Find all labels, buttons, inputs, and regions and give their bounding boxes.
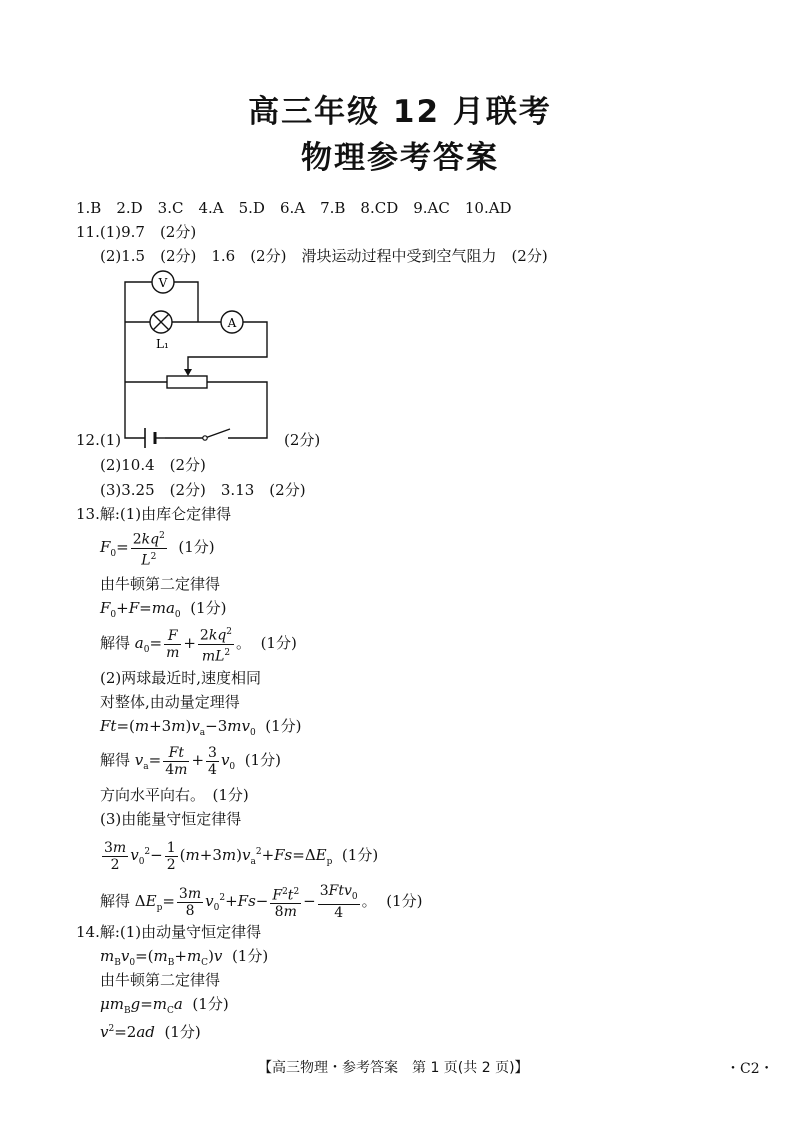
q13-eq-va: 解得 $v_a=$ $\frac{Ft}{4m}$ + $\frac{3}{4}$ $v_0$ (1分) <box>100 744 281 778</box>
page-title: 高三年级 12 月联考 <box>248 94 552 130</box>
q13-text-newton: 由牛顿第二定律得 <box>100 575 221 593</box>
q12-part3: (3)3.25 (2分) 3.13 (2分) <box>100 481 306 499</box>
q13-eq-a0: 解得 $a_0=$ $\frac{F}{m}$ + $\frac{2kq^2}{mL^2}$ 。 (1分) <box>100 624 297 668</box>
q11-part2: (2)1.5 (2分) 1.6 (2分) 滑块运动过程中受到空气阻力 (2分) <box>100 247 548 265</box>
page-subtitle: 物理参考答案 <box>301 140 499 176</box>
q13-l1-score: (1分) <box>178 538 215 557</box>
q12-part2: (2)10.4 (2分) <box>100 456 206 474</box>
q13-eq-delta-ep: 解得 $\Delta E_p=$ $\frac{3m}{8}$ $v_0^2+Fs-$ $\frac{F^2t^2}{8m}$ − $\frac{3Ftv_0}{4}$ 。 (1分) <box>100 882 423 922</box>
q13-solve-label-2: 解得 <box>100 751 131 769</box>
q14-head: 14.解:(1)由动量守恒定律得 <box>76 923 262 941</box>
q13-eq-momentum: $Ft=(m+3m)v_a-3mv_0$ (1分) <box>100 717 302 738</box>
lamp-label: L₁ <box>156 337 169 351</box>
q12-part1-label: 12.(1) <box>76 431 122 449</box>
q13-eq-newton: $F_0+F=ma_0$ (1分) <box>100 599 227 620</box>
q13-solve-label: 解得 <box>100 634 131 653</box>
q13-l11-score: (1分) <box>341 846 379 864</box>
q12-part1-score: (2分) <box>284 431 321 449</box>
q13-part2-head: (2)两球最近时,速度相同 <box>100 669 262 687</box>
q14-newton-text: 由牛顿第二定律得 <box>100 971 221 989</box>
page-code: ・C2・ <box>726 1061 774 1077</box>
q13-solve-label-3: 解得 <box>100 892 131 910</box>
q13-l12-score: (1分) <box>386 892 423 910</box>
q11-part1: 11.(1)9.7 (2分) <box>76 223 197 241</box>
q13-l4-score: (1分) <box>260 634 297 653</box>
q13-momentum-text: 对整体,由动量定理得 <box>100 693 240 711</box>
q14-l1-score: (1分) <box>231 947 269 965</box>
switch-icon <box>203 436 207 440</box>
q13-eq-energy: $\frac{3m}{2}$ $v_0^2-$ $\frac{1}{2}$ $(m+3m)v_a^2+Fs=\Delta E_p$ (1分) <box>104 839 379 873</box>
q14-l4-score: (1分) <box>164 1023 201 1041</box>
q13-l7-score: (1分) <box>265 717 302 735</box>
mc-answers: 1.B 2.D 3.C 4.A 5.D 6.A 7.B 8.CD 9.AC 10.AD <box>76 199 512 217</box>
ammeter-label: A <box>227 316 237 330</box>
page-footer: 【高三物理・参考答案 第 1 页(共 2 页)】 <box>258 1060 529 1076</box>
q13-l3-score: (1分) <box>190 599 227 617</box>
circuit-diagram <box>110 262 280 452</box>
q13-l8-score: (1分) <box>244 751 281 769</box>
q13-direction: 方向水平向右。 (1分) <box>100 786 249 804</box>
q14-l3-score: (1分) <box>192 995 229 1013</box>
q13-head: 13.解:(1)由库仑定律得 <box>76 505 232 523</box>
q14-eq-friction: $\mu m_Bg=m_Ca$ (1分) <box>100 995 229 1016</box>
q13-part3-head: (3)由能量守恒定律得 <box>100 810 242 828</box>
q13-eq-coulomb: $F_0=$ $\frac{2kq^2}{L^2}$ (1分) <box>100 528 215 572</box>
battery-icon <box>145 428 165 448</box>
voltmeter-label: V <box>158 276 168 290</box>
q14-eq-kinematics: $v^2=2ad$ (1分) <box>100 1023 201 1041</box>
q14-eq-momentum: $m_Bv_0=(m_B+m_C)v$ (1分) <box>100 947 269 968</box>
